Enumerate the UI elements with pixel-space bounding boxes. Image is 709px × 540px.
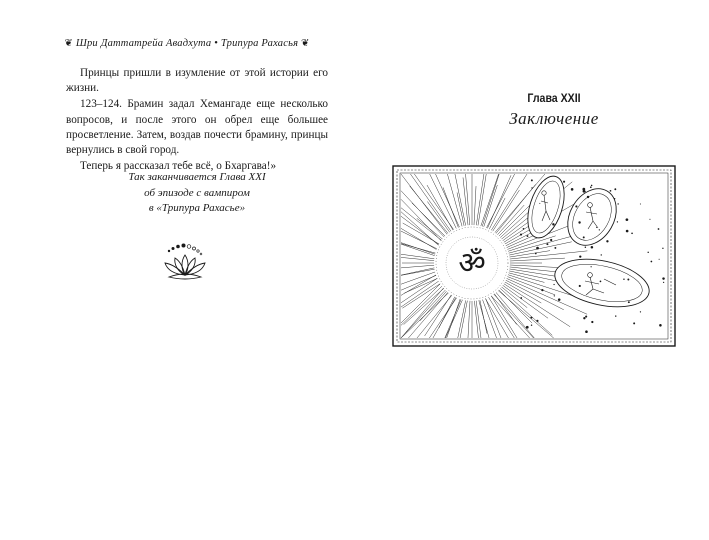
running-head [52, 38, 322, 49]
fleuron-icon: ❦ [64, 38, 73, 49]
colophon-line: в «Трипура Рахасье» [148, 202, 246, 214]
lotus-icon [155, 241, 215, 283]
chapter-label: Глава XXII [527, 93, 581, 105]
paragraph: Теперь я рассказал тебе всё, о Бхаргава!» [80, 160, 277, 173]
chapter-title: Заключение [509, 109, 599, 128]
fleuron-icon: ❦ [301, 38, 310, 49]
paragraph: Принцы пришли в изумление от этой истории его жизни. [66, 67, 328, 95]
left-page [0, 0, 354, 540]
om-symbol: ॐ [458, 246, 486, 281]
chapter-colophon [66, 170, 328, 217]
body-text [66, 66, 328, 175]
colophon-line: Так заканчивается Глава XXI [128, 171, 266, 183]
om-sun-illustration [390, 163, 678, 349]
paragraph: 123–124. Брамин задал Хемангаде еще несколько вопросов, и после этого он обрел еще большее просветление. Затем, воздав почести брамину, принцы вернулись в свой город. [66, 98, 328, 157]
colophon-line: об эпизоде с вампиром [144, 186, 250, 199]
right-page [354, 0, 709, 540]
running-head-text: Шри Даттатрейа Авадхута • Трипура Рахасья [75, 38, 299, 49]
